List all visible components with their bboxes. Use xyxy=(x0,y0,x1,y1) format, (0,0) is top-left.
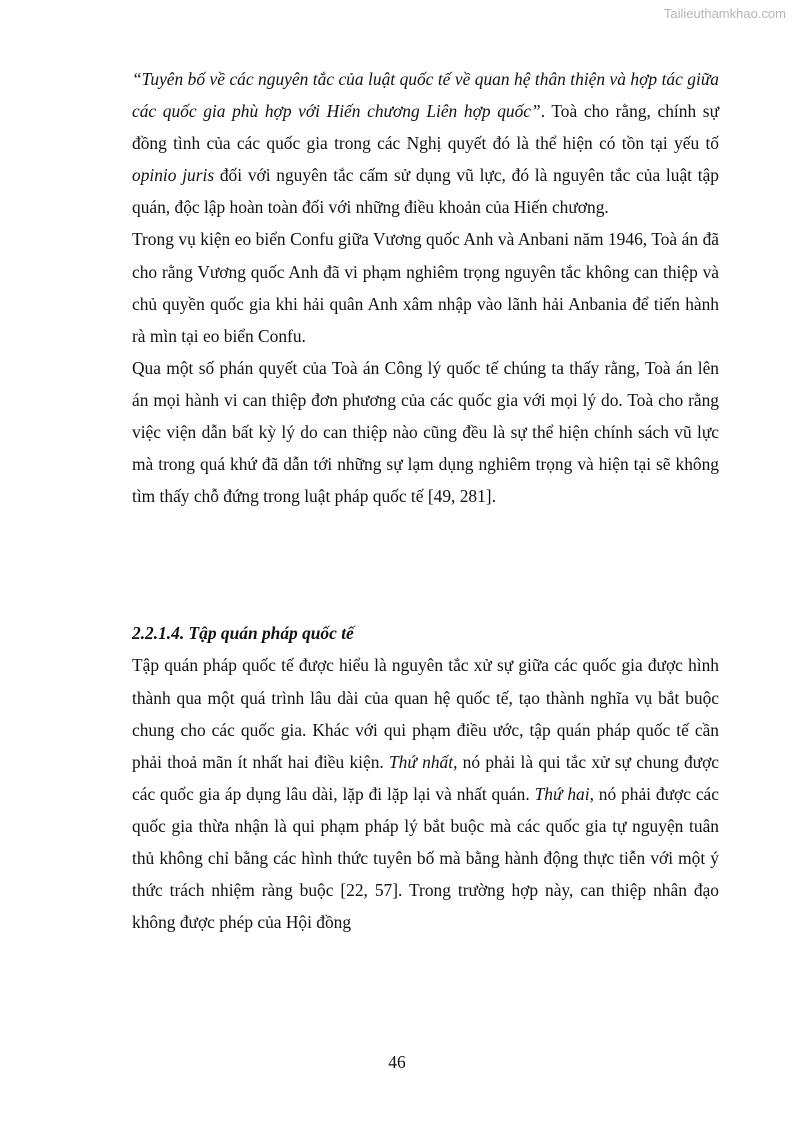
paragraph-1-text-a: . Toà cho rằng, chính sự đồng tình của các quốc gia trong các Nghị quyết đó là thể hiện có tồn tại yếu tố xyxy=(132,101,719,154)
paragraph-4 xyxy=(132,649,719,938)
watermark: Tailieuthamkhao.com xyxy=(663,6,786,21)
opinio-juris-term: opinio juris xyxy=(132,165,215,186)
first-condition-label: Thứ nhất xyxy=(389,751,454,772)
second-condition-label: Thứ hai xyxy=(534,783,590,804)
paragraph-1-text-b: đối với nguyên tắc cấm sử dụng vũ lực, đó là nguyên tắc của luật tập quán, độc lập hoàn toàn đối với những điều khoản của Hiến chương. xyxy=(132,165,719,218)
paragraph-3: Qua một số phán quyết của Toà án Công lý quốc tế chúng ta thấy rằng, Toà án lên án mọi hành vi can thiệp đơn phương của các quốc gia với mọi lý do. Toà cho rằng việc viện dẫn bất kỳ lý do can thiệp nào cũng đều là sự thể hiện chính sách vũ lực mà trong quá khứ đã dẫn tới những sự lạm dụng nghiêm trọng và hiện tại sẽ không tìm thấy chỗ đứng trong luật pháp quốc tế [49, 281]. xyxy=(132,357,719,507)
page-number: 46 xyxy=(388,1052,406,1072)
paragraph-2: Trong vụ kiện eo biển Confu giữa Vương quốc Anh và Anbani năm 1946, Toà án đã cho rằng Vương quốc Anh đã vi phạm nghiêm trọng nguyên tắc không can thiệp và chủ quyền quốc gia khi hải quân Anh xâm nhập vào lãnh hải Anbania để tiến hành rà mìn tại eo biển Confu. xyxy=(132,229,719,346)
paragraph-4-text-b: , nó phải là qui tắc xử sự chung được các quốc gia áp dụng lâu dài, lặp đi lặp lại và nhất quán. xyxy=(132,751,720,804)
document-body xyxy=(132,63,719,938)
paragraph-4-text-c: , nó phải được các quốc gia thừa nhận là qui phạm pháp lý bắt buộc mà các quốc gia tự nguyện tuân thủ không chỉ bằng các hình thức tuyên bố mà bằng hành động thực tiễn với một ý thức trách nhiệm ràng buộc [22, 57]. Trong trường hợp này, can thiệp nhân đạo không được phép của Hội đồng xyxy=(132,783,719,933)
paragraph-1 xyxy=(132,63,719,223)
section-heading: 2.2.1.4. Tập quán pháp quốc tế xyxy=(132,623,354,644)
declaration-title: “Tuyên bố về các nguyên tắc của luật quốc tế về quan hệ thân thiện và hợp tác giữa các quốc gia phù hợp với Hiến chương Liên hợp quốc” xyxy=(132,69,719,122)
paragraph-4-text-a: Tập quán pháp quốc tế được hiểu là nguyên tắc xử sự giữa các quốc gia được hình thành qua một quá trình lâu dài của quan hệ quốc tế, tạo thành nghĩa vụ bắt buộc chung cho các quốc gia. Khác với qui phạm điều ước, tập quán pháp quốc tế cần phải thoả mãn ít nhất hai điều kiện. xyxy=(132,655,719,772)
